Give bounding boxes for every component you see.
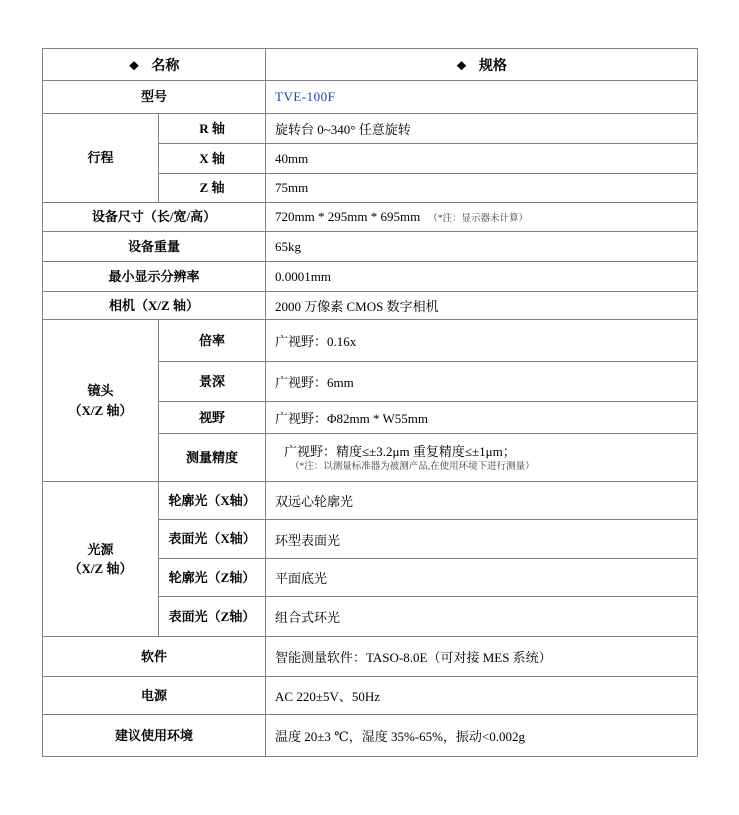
spec-cell-depth-of-field: 广视野：6mm: [266, 362, 698, 402]
table-row: [43, 677, 698, 715]
label-cell-resolution: 最小显示分辨率: [43, 262, 266, 292]
sublabel-cell-surface-light-z: 表面光（Z轴）: [159, 597, 266, 637]
header-spec-label: 规格: [478, 58, 507, 74]
spec-cell-contour-light-x: 双远心轮廓光: [266, 482, 698, 520]
sublabel-cell-surface-light-x: 表面光（X轴）: [159, 520, 266, 559]
spec-cell-environment: 温度 20±3 ℃，湿度 35%-65%，振动<0.002g: [266, 715, 698, 757]
spec-cell-camera: 2000 万像素 CMOS 数字相机: [266, 292, 698, 320]
light-label-line2: （X/Z 轴）: [68, 561, 133, 576]
sublabel-cell-x-axis: X 轴: [159, 144, 266, 174]
accuracy-note: （*注：以测量标准器为被测产品,在使用环境下进行测量）: [290, 462, 535, 473]
spec-cell-field-of-view: 广视野：Φ82mm * W55mm: [266, 402, 698, 434]
spec-cell-power: AC 220±5V、50Hz: [266, 677, 698, 715]
table-row: [43, 114, 698, 144]
spec-cell-model: [266, 81, 698, 114]
table-row: [43, 715, 698, 757]
spec-cell-contour-light-z: 平面底光: [266, 559, 698, 597]
dimensions-value: 720mm * 295mm * 695mm: [275, 209, 421, 224]
diamond-icon: ❖: [456, 58, 467, 73]
label-cell-software: 软件: [43, 637, 266, 677]
sublabel-cell-z-axis: Z 轴: [159, 174, 266, 203]
table-row: [43, 81, 698, 114]
light-label-line1: 光源: [87, 541, 114, 557]
specification-table: [42, 48, 698, 757]
label-cell-camera: 相机（X/Z 轴）: [43, 292, 266, 320]
dimensions-note: （*注：显示器未计算）: [428, 214, 528, 224]
table-row: [43, 232, 698, 262]
label-cell-light: [43, 482, 159, 637]
diamond-icon: ❖: [128, 58, 140, 73]
sublabel-cell-contour-light-z: 轮廓光（Z轴）: [159, 559, 266, 597]
sublabel-cell-contour-light-x: 轮廓光（X轴）: [159, 482, 266, 520]
spec-cell-r-axis: 旋转台 0~340° 任意旋转: [266, 114, 698, 144]
spec-cell-surface-light-z: 组合式环光: [266, 597, 698, 637]
table-row: [43, 482, 698, 520]
table-row: [43, 203, 698, 232]
sublabel-cell-magnification: 倍率: [159, 320, 266, 362]
lens-label-line2: （X/Z 轴）: [68, 402, 133, 418]
table-header-row: [43, 49, 698, 81]
spec-cell-magnification: 广视野：0.16x: [266, 320, 698, 362]
label-cell-power: 电源: [43, 677, 266, 715]
spec-cell-software: 智能测量软件：TASO-8.0E（可对接 MES 系统）: [266, 637, 698, 677]
sublabel-cell-accuracy: 测量精度: [159, 434, 266, 482]
sublabel-cell-depth-of-field: 景深: [159, 362, 266, 402]
table-row: [43, 320, 698, 362]
model-value: TVE-100F: [275, 89, 336, 104]
accuracy-value: 广视野：精度≤±3.2μm 重复精度≤±1μm；: [284, 443, 516, 459]
spec-cell-surface-light-x: 环型表面光: [266, 520, 698, 559]
label-cell-environment: 建议使用环境: [43, 715, 266, 757]
header-name-label: 名称: [151, 58, 180, 74]
header-spec-cell: [266, 49, 698, 81]
label-cell-lens: [43, 320, 159, 482]
sublabel-cell-field-of-view: 视野: [159, 402, 266, 434]
label-cell-model: 型号: [43, 81, 266, 114]
label-cell-weight: 设备重量: [43, 232, 266, 262]
table-row: [43, 637, 698, 677]
spec-cell-accuracy: [266, 434, 698, 482]
spec-cell-z-axis: 75mm: [266, 174, 698, 203]
spec-cell-x-axis: 40mm: [266, 144, 698, 174]
spec-cell-resolution: 0.0001mm: [266, 262, 698, 292]
label-cell-travel: 行程: [43, 114, 159, 203]
table-row: [43, 292, 698, 320]
table-row: [43, 262, 698, 292]
lens-label-line1: 镜头: [87, 383, 114, 398]
label-cell-dimensions: 设备尺寸（长/宽/高）: [43, 203, 266, 232]
header-name-cell: [43, 49, 266, 81]
sublabel-cell-r-axis: R 轴: [159, 114, 266, 144]
spec-cell-weight: 65kg: [266, 232, 698, 262]
spec-cell-dimensions: [266, 203, 698, 232]
